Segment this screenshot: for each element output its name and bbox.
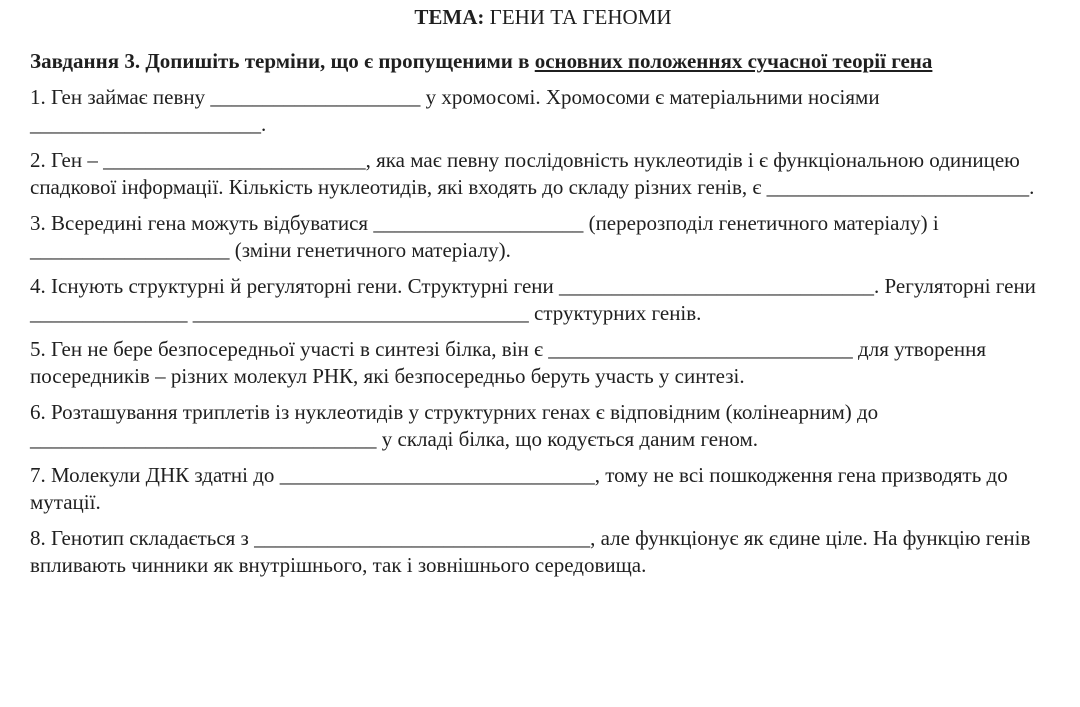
- blank-field[interactable]: _________________________________: [30, 427, 377, 451]
- blank-field[interactable]: _______________: [30, 301, 188, 325]
- statement-4-text-a: 4. Існують структурні й регуляторні гени. Структурні гени: [30, 274, 560, 298]
- statement-5-text-a: 5. Ген не бере безпосередньої участі в синтезі білка, він є: [30, 337, 549, 361]
- statement-2-text-c: , яка має певну послідовність нуклеотидів і є функціональною одиницею спадкової інформації. Кількість нуклеотидів, які входять до складу різних генів, є: [30, 148, 1020, 199]
- blank-field[interactable]: ________________________________: [192, 301, 529, 325]
- statement-8-text-c: , але функціонує як єдине ціле. На функцію генів впливають чинники як внутрішнього, так і зовнішнього середовища.: [30, 526, 1031, 577]
- statement-4-text-c: . Регуляторні гени: [874, 274, 1036, 298]
- blank-field[interactable]: ______________________________: [559, 274, 875, 298]
- page-title: [30, 0, 1056, 36]
- statement-6: [30, 399, 1056, 453]
- blank-field[interactable]: ________________________________: [254, 526, 591, 550]
- statement-4-text-d: структурних генів.: [528, 301, 702, 325]
- blank-field[interactable]: _____________________________: [548, 337, 853, 361]
- blank-field[interactable]: ______________________________: [279, 463, 595, 487]
- statement-2: [30, 147, 1056, 201]
- blank-field[interactable]: _________________________: [103, 148, 366, 172]
- statement-3-text-a: 3. Всередині гена можуть відбуватися: [30, 211, 374, 235]
- statement-1: [30, 84, 1056, 138]
- task-heading: [30, 48, 1056, 75]
- statement-3-text-d: (зміни генетичного матеріалу).: [229, 238, 511, 262]
- statement-1-text-c: у хромосомі. Хромосоми є матеріальними носіями: [420, 85, 880, 109]
- blank-field[interactable]: ___________________: [30, 238, 230, 262]
- statement-6-text-c: у складі білка, що кодується даним геном.: [376, 427, 758, 451]
- task-underlined: основних положеннях сучасної теорії гена: [534, 49, 933, 73]
- blank-field[interactable]: ______________________: [30, 112, 261, 136]
- statement-1-text-a: 1. Ген займає певну: [30, 85, 211, 109]
- topic-label: ТЕМА:: [414, 5, 485, 29]
- statement-6-text-a: 6. Розташування триплетів із нуклеотидів у структурних генах є відповідним (колінеарним) до: [30, 400, 879, 424]
- statement-7-text-a: 7. Молекули ДНК здатні до: [30, 463, 280, 487]
- statement-2-text-d: .: [1029, 175, 1035, 199]
- statement-4: [30, 273, 1056, 327]
- statement-8: [30, 525, 1056, 579]
- statement-8-text-a: 8. Генотип складається з: [30, 526, 255, 550]
- blank-field[interactable]: _________________________: [766, 175, 1030, 199]
- task-lead: Завдання 3. Допишіть терміни, що є пропущеними в: [30, 49, 535, 73]
- statement-3-text-c: (перерозподіл генетичного матеріалу) і: [583, 211, 939, 235]
- statement-2-text-a: 2. Ген –: [30, 148, 104, 172]
- blank-field[interactable]: ____________________: [373, 211, 584, 235]
- blank-field[interactable]: ____________________: [210, 85, 421, 109]
- statement-7-text-c: , тому не всі пошкодження гена призводять до мутації.: [30, 463, 1008, 514]
- statement-1-text-d: .: [261, 112, 267, 136]
- statement-5: [30, 336, 1056, 390]
- topic-text: ГЕНИ ТА ГЕНОМИ: [489, 5, 672, 29]
- statement-7: [30, 462, 1056, 516]
- statement-3: [30, 210, 1056, 264]
- statement-5-text-c: для утворення посередників – різних молекул РНК, які безпосередньо беруть участь у синтезі.: [30, 337, 987, 388]
